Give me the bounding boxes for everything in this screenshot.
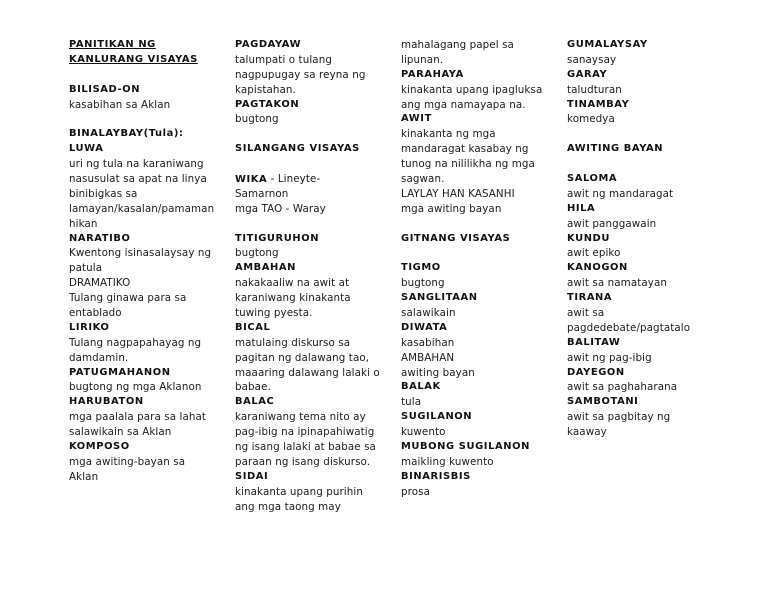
section-heading: AWITING BAYAN (567, 143, 664, 155)
section-heading: TINAMBAY (567, 98, 630, 110)
section-heading: TIGMO (401, 262, 441, 274)
body-line: maaaring dalawang lalaki o (235, 366, 380, 379)
body-line: awit sa pagbitay ng (567, 411, 671, 424)
body-line: prosa (401, 485, 431, 498)
body-line: awit sa paghaharana (567, 381, 678, 394)
section-heading: KANOGON (567, 262, 628, 274)
body-line: lipunan. (401, 53, 444, 66)
section-heading: GUMALAYSAY (567, 39, 648, 50)
section-heading: DAYEGON (567, 366, 625, 378)
body-line: mga awiting-bayan sa (69, 455, 186, 468)
section-heading: PARAHAYA (401, 68, 464, 80)
blank-line (235, 217, 395, 232)
section-heading: SIDAI (235, 470, 269, 482)
body-line: kinakanta upang ipagluksa (401, 83, 543, 96)
body-line: awit sa (567, 307, 605, 320)
body-line: tunog na nililikha ng mga (401, 158, 535, 171)
body-line: kasabihan sa Aklan (69, 98, 171, 111)
body-line: lamayan/kasalan/pamaman (69, 202, 215, 215)
section-heading: SALOMA (567, 173, 618, 185)
body-line: sagwan. (401, 173, 445, 186)
body-line: kinakanta ng mga (401, 128, 496, 141)
wika-value: - Lineyte- (267, 173, 321, 186)
body-line: pagdedebate/pagtatalo (567, 321, 691, 334)
body-line: karaniwang tema nito ay (235, 411, 366, 424)
body-line: tuwing pyesta. (235, 307, 313, 320)
body-line: awit panggawain (567, 217, 657, 230)
wika-label: WIKA (235, 174, 268, 186)
column-1 (69, 38, 229, 485)
section-heading: BALITAW (567, 336, 621, 348)
section-heading: TIRANA (567, 292, 613, 304)
column-2 (235, 38, 395, 515)
section-heading: KUNDU (567, 232, 610, 244)
body-line: nakakaaliw na awit at (235, 277, 350, 290)
section-heading: TITIGURUHON (235, 232, 320, 244)
body-line: ang mga namayapa na. (401, 98, 526, 111)
body-line: binibigkas sa (69, 187, 138, 200)
body-line: mga paalala para sa lahat (69, 411, 207, 424)
body-line: pag-ibig na ipinapahiwatig (235, 426, 375, 439)
body-line: patula (69, 262, 103, 275)
section-heading: SANGLITAAN (401, 292, 478, 304)
section-heading: PATUGMAHANON (69, 366, 171, 378)
body-line: salawikain (401, 307, 456, 320)
section-heading: BINARISBIS (401, 470, 471, 482)
section-heading: SILANGANG VISAYAS (235, 143, 360, 155)
body-line: taludturan (567, 83, 622, 96)
body-line: Kwentong isinasalaysay ng (69, 247, 212, 260)
section-heading: BINALAYBAY(Tula): (69, 128, 184, 140)
section-heading: SAMBOTANI (567, 396, 639, 408)
blank-line (235, 157, 395, 172)
body-line: awit epiko (567, 247, 621, 260)
blank-line (567, 127, 727, 142)
section-heading: SUGILANON (401, 411, 473, 423)
body-line: awiting bayan (401, 366, 475, 379)
blank-line (401, 246, 561, 261)
body-line: uri ng tula na karaniwang (69, 158, 204, 171)
body-line: mga awiting bayan (401, 202, 502, 215)
body-line (235, 172, 395, 187)
section-heading: KANLURANG VISAYAS (69, 53, 198, 65)
body-line: komedya (567, 113, 615, 126)
body-line: hikan (69, 217, 98, 230)
body-line: DRAMATIKO (69, 277, 131, 290)
body-line: salawikain sa Aklan (69, 426, 172, 439)
body-line: ng isang lalaki at babae sa (235, 441, 376, 454)
blank-line (567, 157, 727, 172)
body-line: paraan ng isang diskurso. (235, 455, 371, 468)
body-line: damdamin. (69, 351, 129, 364)
section-heading: GITNANG VISAYAS (401, 232, 511, 244)
blank-line (69, 112, 229, 127)
blank-line (69, 68, 229, 83)
body-line: mandaragat kasabay ng (401, 143, 529, 156)
section-heading: HILA (567, 202, 596, 214)
section-heading: HARUBATON (69, 396, 144, 408)
section-heading: MUBONG SUGILANON (401, 441, 530, 453)
body-line: kuwento (401, 426, 446, 439)
body-line: mga TAO - Waray (235, 202, 326, 215)
body-line: bugtong (235, 247, 279, 260)
body-line: kaaway (567, 426, 607, 439)
body-line: awit ng mandaragat (567, 187, 674, 200)
body-line: LAYLAY HAN KASANHI (401, 187, 515, 200)
column-4 (567, 38, 727, 440)
section-heading: BALAC (235, 396, 275, 408)
body-line: nagpupugay sa reyna ng (235, 68, 366, 81)
body-line: karaniwang kinakanta (235, 292, 351, 305)
section-heading: BILISAD-ON (69, 83, 141, 95)
section-heading: AMBAHAN (235, 262, 297, 274)
body-line: bugtong ng mga Aklanon (69, 381, 202, 394)
section-heading: BICAL (235, 321, 271, 333)
section-heading: LIRIKO (69, 321, 110, 333)
section-heading: AWIT (401, 113, 432, 125)
body-line: Aklan (69, 470, 99, 483)
body-line: awit ng pag-ibig (567, 351, 652, 364)
body-line: mahalagang papel sa (401, 39, 514, 51)
body-line: Samarnon (235, 187, 289, 200)
body-line: kasabihan (401, 336, 455, 349)
body-line: pagitan ng dalawang tao, (235, 351, 370, 364)
body-line: matulaing diskurso sa (235, 336, 351, 349)
body-line: awit sa namatayan (567, 277, 668, 290)
blank-line (235, 127, 395, 142)
body-line: bugtong (401, 277, 445, 290)
body-line: kinakanta upang purihin (235, 485, 363, 498)
body-line: talumpati o tulang (235, 53, 332, 66)
body-line: entablado (69, 307, 122, 320)
body-line: sanaysay (567, 53, 617, 66)
column-3 (401, 38, 561, 500)
body-line: Tulang ginawa para sa (69, 292, 187, 305)
section-heading: KOMPOSO (69, 441, 130, 453)
section-heading: PAGDAYAW (235, 39, 302, 50)
body-line: nasusulat sa apat na linya (69, 173, 207, 186)
body-line: ang mga taong may (235, 500, 341, 513)
body-line: Tulang nagpapahayag ng (69, 336, 202, 349)
section-heading: PANITIKAN NG (69, 39, 156, 50)
body-line: bugtong (235, 113, 279, 126)
section-heading: NARATIBO (69, 232, 131, 244)
section-heading: BALAK (401, 381, 441, 393)
section-heading: PAGTAKON (235, 98, 300, 110)
section-heading: LUWA (69, 143, 104, 155)
body-line: maikling kuwento (401, 455, 494, 468)
body-line: AMBAHAN (401, 351, 455, 364)
body-line: kapistahan. (235, 83, 296, 96)
blank-line (401, 217, 561, 232)
body-line: tula (401, 396, 422, 409)
section-heading: GARAY (567, 68, 608, 80)
body-line: babae. (235, 381, 271, 394)
section-heading: DIWATA (401, 321, 448, 333)
